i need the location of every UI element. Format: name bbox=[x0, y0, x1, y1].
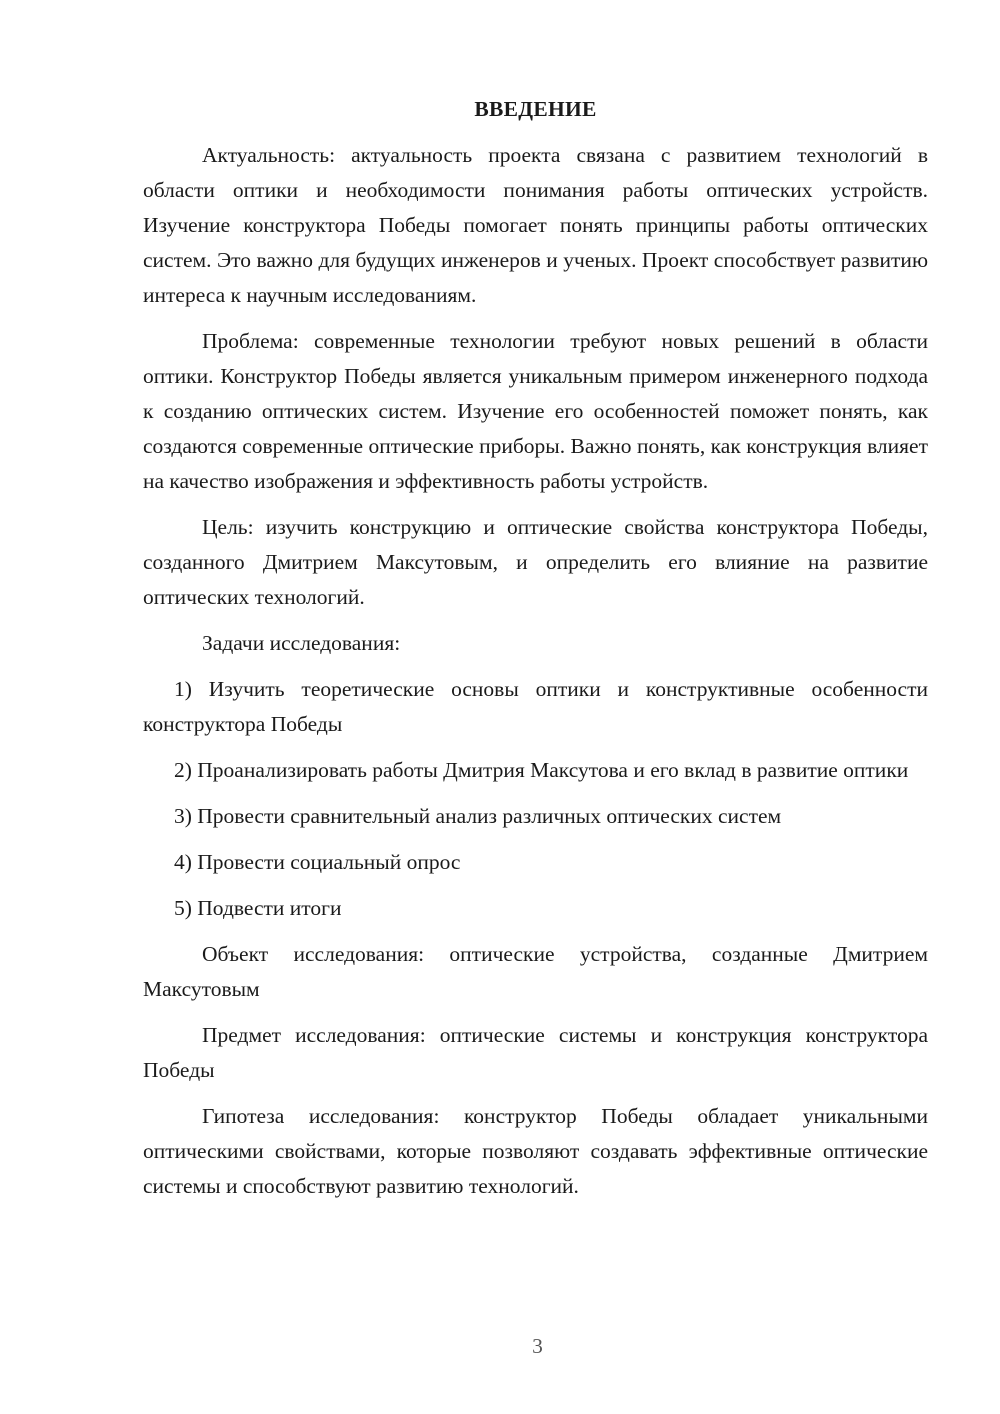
task-item: 1) Изучить теоретические основы оптики и конструктивные особенности конструктора Победы bbox=[143, 677, 928, 736]
problem-paragraph: Проблема: современные технологии требуют новых решений в области оптики. Конструктор Победы является уникальным примером инженерного подхода к созданию оптических систем. Изучение его особенностей поможет понять, как создаются современные оптические приборы. Важно понять, как конструкция влияет на качество изображения и эффективность работы устройств. bbox=[143, 329, 928, 493]
subject-paragraph: Предмет исследования: оптические системы и конструкция конструктора Победы bbox=[143, 1023, 928, 1082]
tasks-label: Задачи исследования: bbox=[202, 631, 401, 655]
tasks-list bbox=[143, 672, 928, 926]
document-page bbox=[143, 92, 928, 1215]
task-item: 3) Провести сравнительный анализ различных оптических систем bbox=[174, 804, 782, 828]
page-number: 3 bbox=[532, 1334, 543, 1358]
section-heading: ВВЕДЕНИЕ bbox=[474, 97, 597, 121]
task-item: 2) Проанализировать работы Дмитрия Максутова и его вклад в развитие оптики bbox=[174, 758, 909, 782]
relevance-paragraph: Актуальность: актуальность проекта связана с развитием технологий в области оптики и необходимости понимания работы оптических устройств. Изучение конструктора Победы помогает понять принципы работы оптических систем. Это важно для будущих инженеров и ученых. Проект способствует развитию интереса к научным исследованиям. bbox=[143, 143, 928, 307]
goal-paragraph: Цель: изучить конструкцию и оптические свойства конструктора Победы, созданного Дмитрием Максутовым, и определить его влияние на развитие оптических технологий. bbox=[143, 515, 928, 609]
task-item: 5) Подвести итоги bbox=[174, 896, 342, 920]
hypothesis-paragraph: Гипотеза исследования: конструктор Победы обладает уникальными оптическими свойствами, которые позволяют создавать эффективные оптические системы и способствуют развитию технологий. bbox=[143, 1104, 928, 1198]
task-item: 4) Провести социальный опрос bbox=[174, 850, 461, 874]
object-paragraph: Объект исследования: оптические устройства, созданные Дмитрием Максутовым bbox=[143, 942, 928, 1001]
